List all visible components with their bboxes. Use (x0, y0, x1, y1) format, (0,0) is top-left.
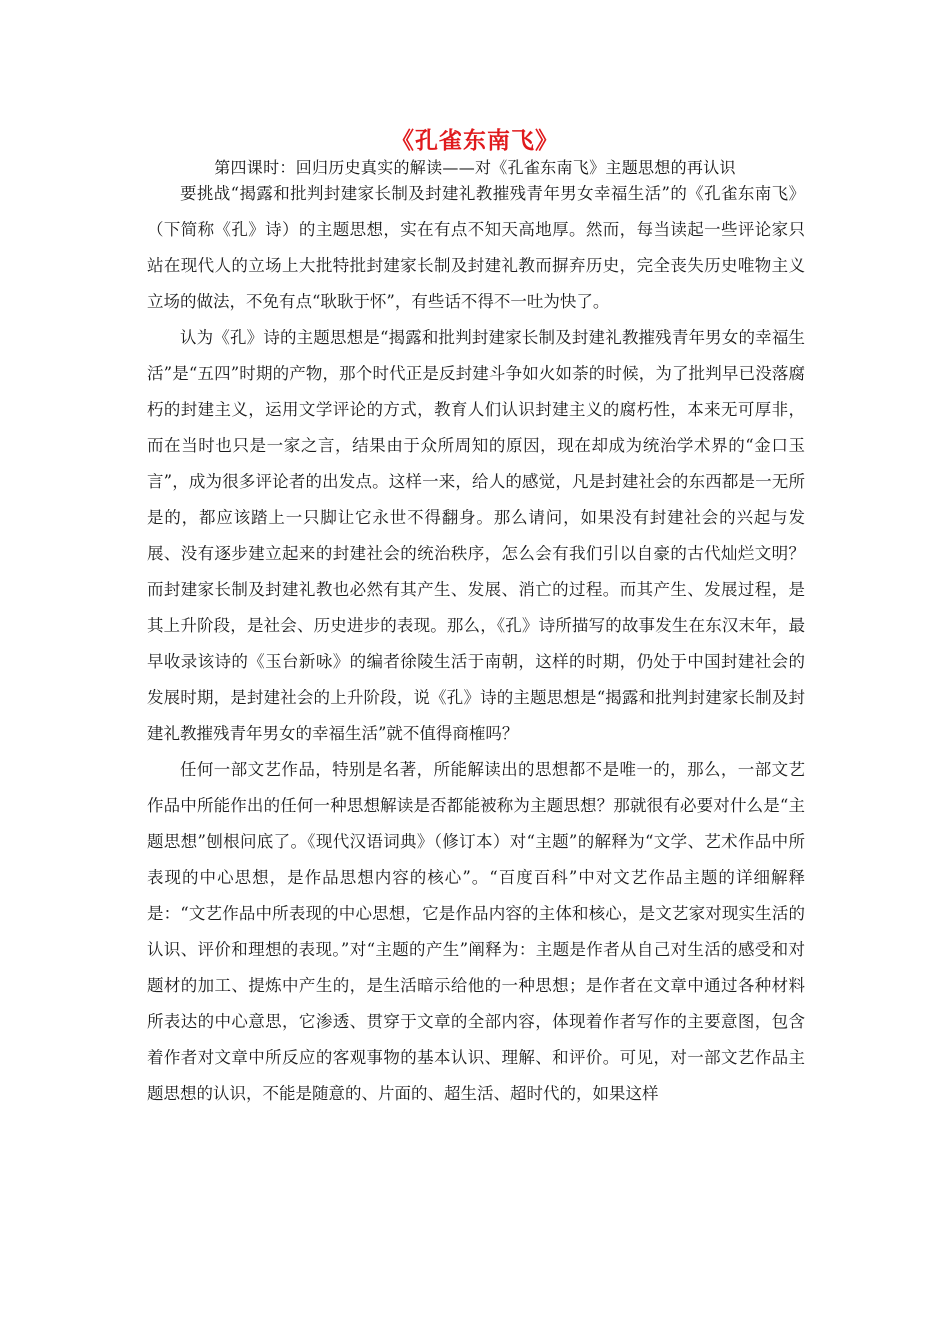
page-subtitle: 第四课时：回归历史真实的解读——对《孔雀东南飞》主题思想的再认识 (214, 158, 736, 177)
paragraph-2: 认为《孔》诗的主题思想是“揭露和批判封建家长制及封建礼教摧残青年男女的幸福生活”是“五四”时期的产物，那个时代正是反封建斗争如火如荼的时候，为了批判早已没落腐朽的封建主义，运用文学评论的方式，教育人们认识封建主义的腐朽性，本来无可厚非，而在当时也只是一家之言，结果由于众所周知的原因，现在却成为统治学术界的“金口玉言”，成为很多评论者的出发点。这样一来，给人的感觉，凡是封建社会的东西都是一无所是的，都应该踏上一只脚让它永世不得翻身。那么请问，如果没有封建社会的兴起与发展、没有逐步建立起来的封建社会的统治秩序，怎么会有我们引以自豪的古代灿烂文明？而封建家长制及封建礼教也必然有其产生、发展、消亡的过程。而其产生、发展过程，是其上升阶段，是社会、历史进步的表现。那么，《孔》诗所描写的故事发生在东汉末年，最早收录该诗的《玉台新咏》的编者徐陵生活于南朝，这样的时期，仍处于中国封建社会的发展时期，是封建社会的上升阶段，说《孔》诗的主题思想是“揭露和批判封建家长制及封建礼教摧残青年男女的幸福生活”就不值得商榷吗？ (147, 328, 805, 743)
article-body (147, 176, 805, 1112)
paragraph-3: 任何一部文艺作品，特别是名著，所能解读出的思想都不是唯一的，那么，一部文艺作品中所能作出的任何一种思想解读是否都能被称为主题思想？那就很有必要对什么是“主题思想”刨根问底了。《现代汉语词典》（修订本）对“主题”的解释为“文学、艺术作品中所表现的中心思想，是作品思想内容的核心”。“百度百科”中对文艺作品主题的详细解释是：“文艺作品中所表现的中心思想，它是作品内容的主体和核心，是文艺家对现实生活的认识、评价和理想的表现。”对“主题的产生”阐释为：主题是作者从自己对生活的感受和对题材的加工、提炼中产生的，是生活暗示给他的一种思想；是作者在文章中通过各种材料所表达的中心意思，它渗透、贯穿于文章的全部内容，体现着作者写作的主要意图，包含着作者对文章中所反应的客观事物的基本认识、理解、和评价。可见，对一部文艺作品主题思想的认识，不能是随意的、片面的、超生活、超时代的，如果这样 (147, 760, 805, 1103)
paragraph-1: 要挑战“揭露和批判封建家长制及封建礼教摧残青年男女幸福生活”的《孔雀东南飞》（下简称《孔》诗）的主题思想，实在有点不知天高地厚。然而，每当读起一些评论家只站在现代人的立场上大批特批封建家长制及封建礼教而摒弃历史，完全丧失历史唯物主义立场的做法，不免有点“耿耿于怀”，有些话不得不一吐为快了。 (147, 184, 805, 311)
page-title: 《孔雀东南飞》 (391, 128, 559, 154)
